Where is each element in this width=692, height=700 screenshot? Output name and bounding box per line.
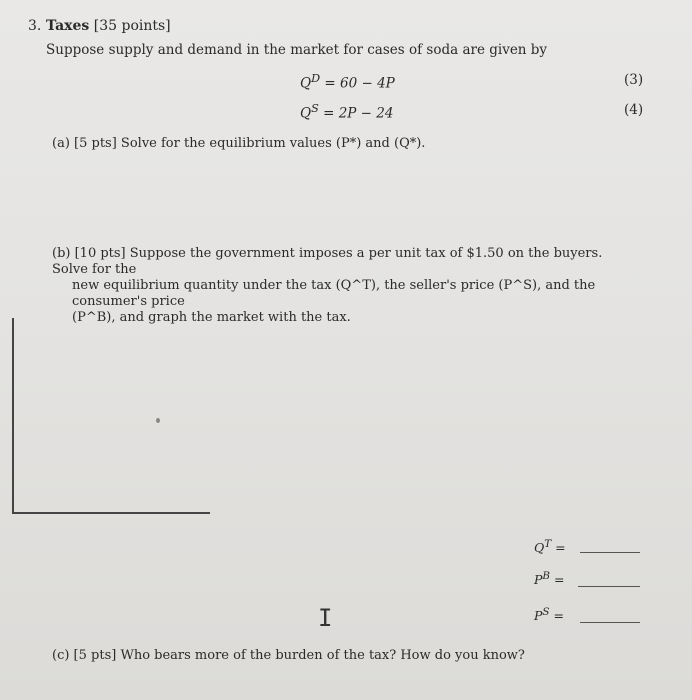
- question-title-text: Taxes: [46, 18, 90, 34]
- answer-qt-blank[interactable]: [580, 552, 640, 553]
- answer-pb-sup: B: [542, 570, 551, 582]
- answer-qt-eq: =: [551, 540, 566, 556]
- supply-equation: [300, 102, 393, 122]
- part-c-text: (c) [5 pts] Who bears more of the burden of the tax? How do you know?: [52, 648, 525, 663]
- question-title: [46, 18, 171, 34]
- supply-sup: S: [311, 102, 319, 115]
- answer-ps-eq: =: [549, 608, 565, 624]
- question-number: 3.: [28, 18, 42, 34]
- answer-pb-label: [534, 570, 565, 587]
- answer-ps-label: [534, 606, 564, 623]
- answer-qt-var: Q: [534, 540, 545, 556]
- supply-lhs: Q: [300, 105, 312, 122]
- part-a-text: (a) [5 pts] Solve for the equilibrium values (P*) and (Q*).: [52, 136, 426, 151]
- answer-qt-label: [534, 538, 566, 555]
- answer-ps-var: P: [534, 608, 543, 624]
- paper-speck: [156, 418, 160, 423]
- demand-sup: D: [311, 72, 321, 85]
- demand-rhs: = 60 − 4P: [320, 75, 395, 92]
- question-points: [35 points]: [93, 18, 171, 34]
- text-cursor-icon: I: [318, 604, 333, 632]
- answer-ps-sup: S: [542, 606, 550, 618]
- answer-ps-blank[interactable]: [580, 622, 640, 623]
- demand-lhs: Q: [300, 75, 312, 92]
- part-b-line-2: new equilibrium quantity under the tax (Q^T), the seller's price (P^S), and the consumer's price: [72, 278, 596, 309]
- part-b-line-1: (b) [10 pts] Suppose the government imposes a per unit tax of $1.50 on the buyers. Solve for the: [52, 246, 603, 277]
- part-b-text: [52, 246, 640, 326]
- supply-equation-number: (4): [624, 102, 644, 118]
- answer-pb-blank[interactable]: [578, 586, 640, 587]
- demand-equation: [300, 72, 395, 92]
- question-intro: Suppose supply and demand in the market for cases of soda are given by: [46, 42, 548, 58]
- supply-rhs: = 2P − 24: [318, 105, 394, 122]
- answer-pb-eq: =: [550, 572, 565, 588]
- answer-pb-var: P: [534, 572, 543, 588]
- demand-equation-number: (3): [624, 72, 644, 88]
- part-b-line-3: (P^B), and graph the market with the tax.: [72, 310, 351, 325]
- graph-y-axis: [12, 318, 14, 514]
- graph-x-axis: [12, 512, 210, 514]
- answer-qt-sup: T: [544, 538, 552, 550]
